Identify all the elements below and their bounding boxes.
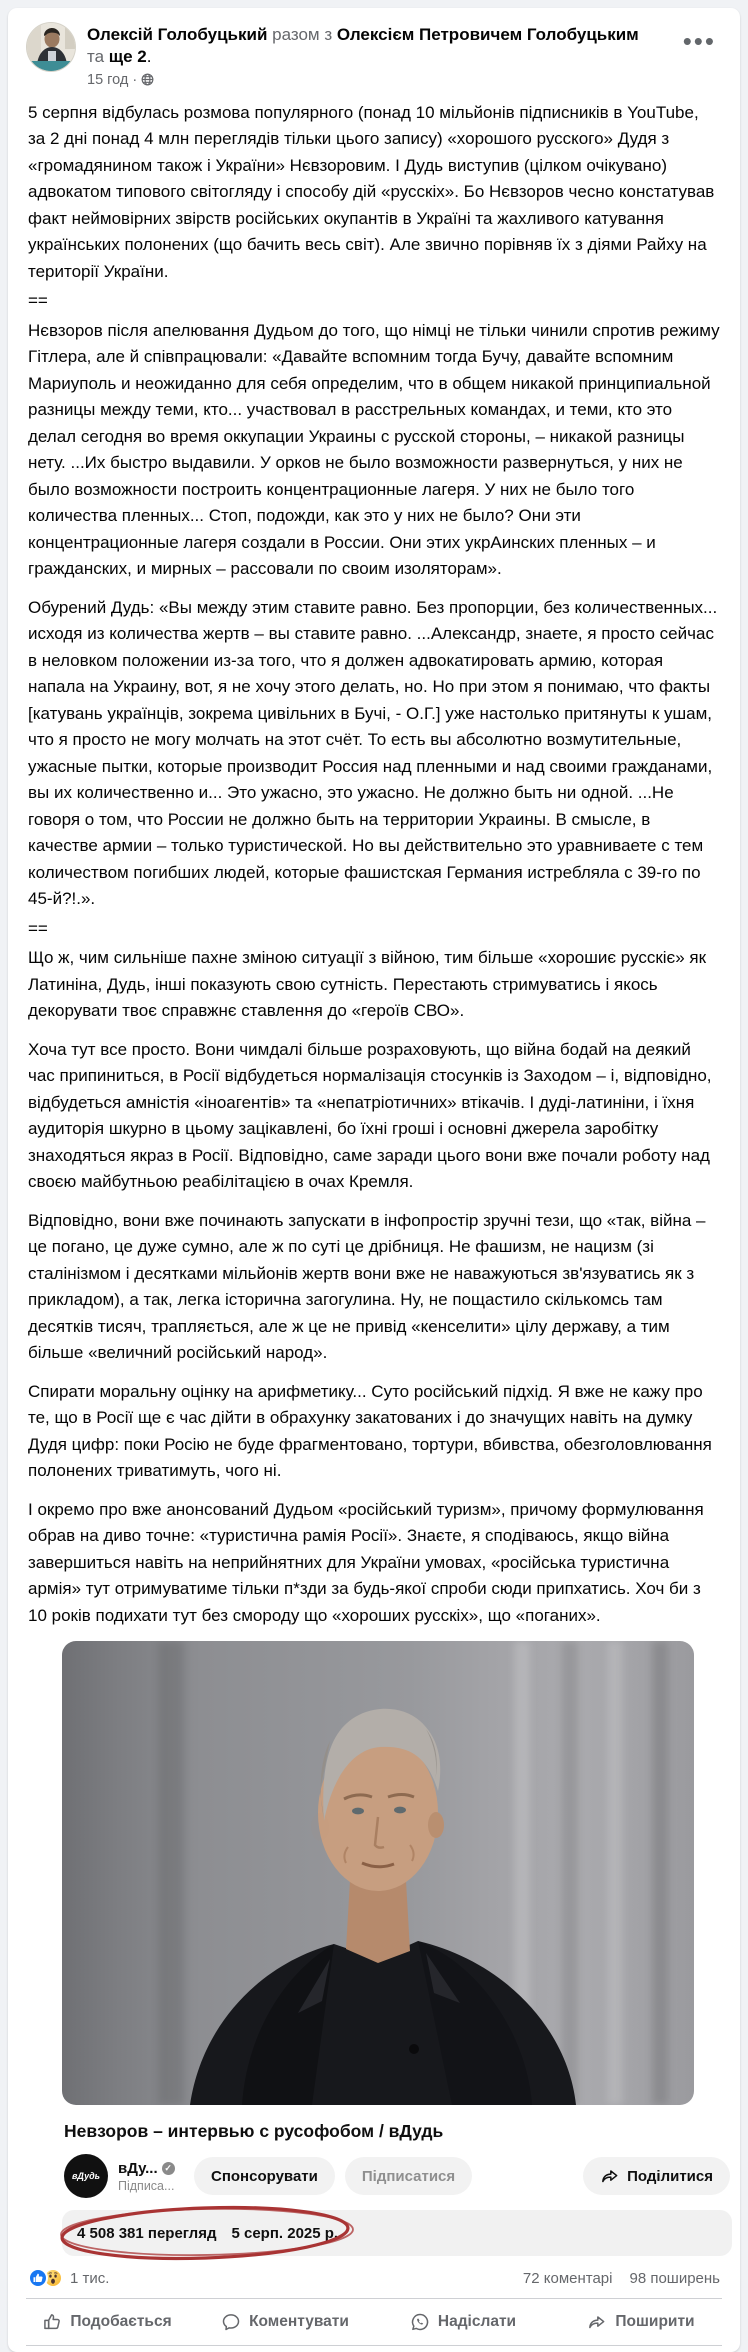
co-author-name-link[interactable]: Олексієм Петровичем Голобуцьким bbox=[336, 25, 639, 44]
channel-avatar[interactable] bbox=[64, 2154, 108, 2198]
video-description-area bbox=[62, 2210, 732, 2256]
comments-count[interactable]: 72 коментарі bbox=[522, 2269, 613, 2287]
author-avatar[interactable] bbox=[26, 22, 76, 72]
share-button[interactable] bbox=[552, 2302, 730, 2342]
video-thumbnail[interactable] bbox=[62, 1641, 694, 2105]
subscribe-button-label: Підписатися bbox=[361, 2167, 456, 2185]
dot-separator: · bbox=[132, 71, 138, 88]
post-options-icon[interactable]: ••• bbox=[682, 26, 716, 56]
separator-line: == bbox=[28, 918, 48, 938]
post-text bbox=[8, 92, 740, 1630]
post-header bbox=[8, 8, 740, 92]
channel-subscribers: Підписа... bbox=[118, 2178, 175, 2193]
timestamp[interactable]: 15 год bbox=[87, 71, 129, 88]
action-bar bbox=[8, 2299, 740, 2345]
and-prefix-text: та bbox=[87, 47, 109, 67]
post-paragraph: Спирати моральну оцінку на арифметику... Суто російський підхід. Я вже не кажу про те, що в Росії ще є час дійти в обрахунку закатованих і до значущих навіть на думку Дудя цифр: поки Росію не буде фрагментовано, тортури, вбивства, обезголовлювання полонених триватимуть, чого ні. bbox=[28, 1381, 712, 1481]
facebook-post-card bbox=[8, 8, 740, 2352]
reactions-count[interactable]: 1 тис. bbox=[70, 2269, 110, 2287]
divider bbox=[26, 2345, 722, 2346]
comment-button[interactable] bbox=[196, 2302, 374, 2342]
post-paragraph: І окремо про вже анонсований Дудьом «російський туризм», причому формулювання обрав на диво точне: «туристична рамія Росії». Знаєте, я сподіваюсь, якщо війна завершиться навіть на неприйнятних для України умовах, «російська туристична армія» тут отримуватиме тільки п*зди за будь-якої спроби сюди припхатись. Хоч би з 10 років подихати тут без смороду що «хороших русскіх», що «поганих». bbox=[28, 1499, 704, 1625]
share-button-label: Поширити bbox=[615, 2313, 695, 2331]
post-meta-row bbox=[87, 72, 687, 88]
thumbs-up-icon bbox=[42, 2312, 62, 2332]
post-paragraph: 5 серпня відбулась розмова популярного (понад 10 мільйонів підписників в YouTube, за 2 дні понад 4 млн переглядів тільки цього запису) «хорошого русского» Дудя з «громадянином також і України» Нєвзоровим. І Дудь виступив (цілком очікувано) адвокатом типового світогляду і способу дій «русскіх». Бо Нєвзоров чесно констатував факт неймовірних звірств російських окупантів в Україні та жахливого катування українських полонених (що бачить весь світ). Але звично порівняв їх з діями Райху на території України. bbox=[28, 102, 715, 281]
comment-button-label: Коментувати bbox=[249, 2313, 349, 2331]
upload-date: 5 серп. 2025 р. bbox=[231, 2224, 339, 2242]
send-button-label: Надіслати bbox=[437, 2313, 517, 2331]
more-tagged-link[interactable]: ще 2 bbox=[108, 47, 147, 67]
header-texts bbox=[87, 22, 687, 88]
yt-share-button[interactable] bbox=[583, 2157, 730, 2195]
channel-name: вДу... bbox=[118, 2159, 158, 2177]
byline bbox=[87, 24, 687, 69]
share-arrow-icon bbox=[600, 2166, 620, 2186]
comment-bubble-icon bbox=[221, 2312, 241, 2332]
reaction-badges[interactable] bbox=[28, 2268, 63, 2288]
author-name-link[interactable]: Олексій Голобуцький bbox=[87, 25, 268, 44]
globe-privacy-icon bbox=[141, 73, 154, 86]
interviewee-portrait bbox=[62, 1641, 694, 2105]
period-text: . bbox=[146, 47, 152, 67]
separator-line: == bbox=[28, 291, 48, 311]
post-paragraph: Нєвзоров після апелювання Дудьом до того, що німці не тільки чинили спротив режиму Гітлера, але й співпрацювали: «Давайте вспомним тогда Бучу, давайте вспомним Мариуполь и неожиданно для себя определим, что в общем никакой принципиальной разницы между теми, кто... участвовал в расстрельных командах, и теми, кто это делал сегодня во время оккупации Украины с русской стороны, – никакой разницы нету. ...Их быстро выдавили. У орков не было возможности развернуться, у них не было возможности построить концентрационные лагеря. У них не было того количества пленных... Стоп, подожди, как это у них не было? Они эти концентрационные лагеря создали в России. Они этих укрАинских пленных – и гражданских, и мирных – рассовали по своим изоляторам». bbox=[28, 320, 720, 579]
channel-row bbox=[64, 2154, 740, 2198]
like-button[interactable] bbox=[18, 2302, 196, 2342]
send-button[interactable] bbox=[374, 2302, 552, 2342]
yt-share-button-label: Поділитися bbox=[627, 2167, 713, 2185]
channel-logo-text: вДудь bbox=[71, 2171, 101, 2182]
like-button-label: Подобається bbox=[70, 2313, 172, 2331]
post-paragraph: Обурений Дудь: «Вы между этим ставите равно. Без пропорции, без количественных... исходя из количества жертв – вы ставите равно. ...Александр, знаете, я просто сейчас в неловком положении из-за того, что я должен адвокатировать армию, которая напала на Украину, вот, я не хочу этого делать, но. Но при этом я понимаю, что факты [катувань українців, зокрема цивільних в Бучі, - О.Г.] уже настолько притянуты к ушам, что я просто не могу молчать на этот счёт. То есть вы абсолютно возмутительные, ужасные пытки, которые производит Россия над пленными и над своими гражданами, вы их количественно и... Это ужасно, это ужасно. Не должно быть ни одной. ...Не говоря о том, что России не должно быть на территории Украины. В смысле, в качестве армии – только туристической. Но вы действительно это уравниваете с тем количеством погибших людей, которые фашистская Германия истребляла с 39-го по 45-й?!.». bbox=[28, 597, 718, 909]
channel-texts[interactable] bbox=[118, 2160, 184, 2193]
sponsor-button[interactable] bbox=[194, 2157, 335, 2195]
video-stats-box[interactable] bbox=[62, 2210, 732, 2256]
view-count: 4 508 381 перегляд bbox=[77, 2224, 217, 2242]
post-paragraph: Що ж, чим сильніше пахне зміною ситуації з війною, тим більше «хорошиє русскіє» як Латиніна, Дудь, інші показують свою сутність. Перестають стримуватись і якось декорувати твоє справжнє ставлення до «героїв СВО». bbox=[28, 948, 707, 1021]
post-paragraph: Хоча тут все просто. Вони чимдалі більше розраховують, що війна бодай на деякий час припиниться, в Росії відбудеться нормалізація стосунків із Заходом – і, відповідно, відбудеться амністія «іноагентів» та «непатріотичних» втікачів. І дуді-латиніни, і їхня аудиторія шкурно в цьому зацікавлені, бо їхні гроші і основні джерела заробітку знаходяться якраз в Росії. Відповідно, саме заради цього вони вже почали роботу над своєю майбутньою реабілітацією в очах Кремля. bbox=[28, 1039, 712, 1192]
whatsapp-send-icon bbox=[410, 2312, 430, 2332]
shares-count[interactable]: 98 поширень bbox=[629, 2269, 720, 2287]
sponsor-button-label: Спонсорувати bbox=[211, 2167, 318, 2185]
author-avatar-image bbox=[27, 23, 76, 72]
video-title: Невзоров – интервью с русофобом / вДудь bbox=[64, 2121, 444, 2142]
verified-badge-icon: ✓ bbox=[162, 2162, 175, 2175]
engagement-row bbox=[8, 2256, 740, 2298]
subscribe-button[interactable] bbox=[345, 2157, 472, 2195]
together-with-text: разом з bbox=[267, 25, 337, 44]
post-paragraph: Відповідно, вони вже починають запускати в інфопростір зручні тези, що «так, війна – це погано, це дуже сумно, але ж по суті це дрібниця. Не фашизм, не нацизм (зі сталінізмом і десятками мільйонів жертв вони вже не наважуються зв'язуватись як з прикладом), а так, легка історична загогулина. Ну, не пощастило скількомсь там десятків тисяч, трапляється, але ж це не привід «кенселити» цілу державу, а тим більше «величний російський народ». bbox=[28, 1210, 706, 1363]
attached-image-youtube-screenshot[interactable] bbox=[8, 1641, 740, 2256]
engagement-right bbox=[523, 2270, 720, 2287]
share-arrow-outline-icon bbox=[587, 2312, 607, 2332]
